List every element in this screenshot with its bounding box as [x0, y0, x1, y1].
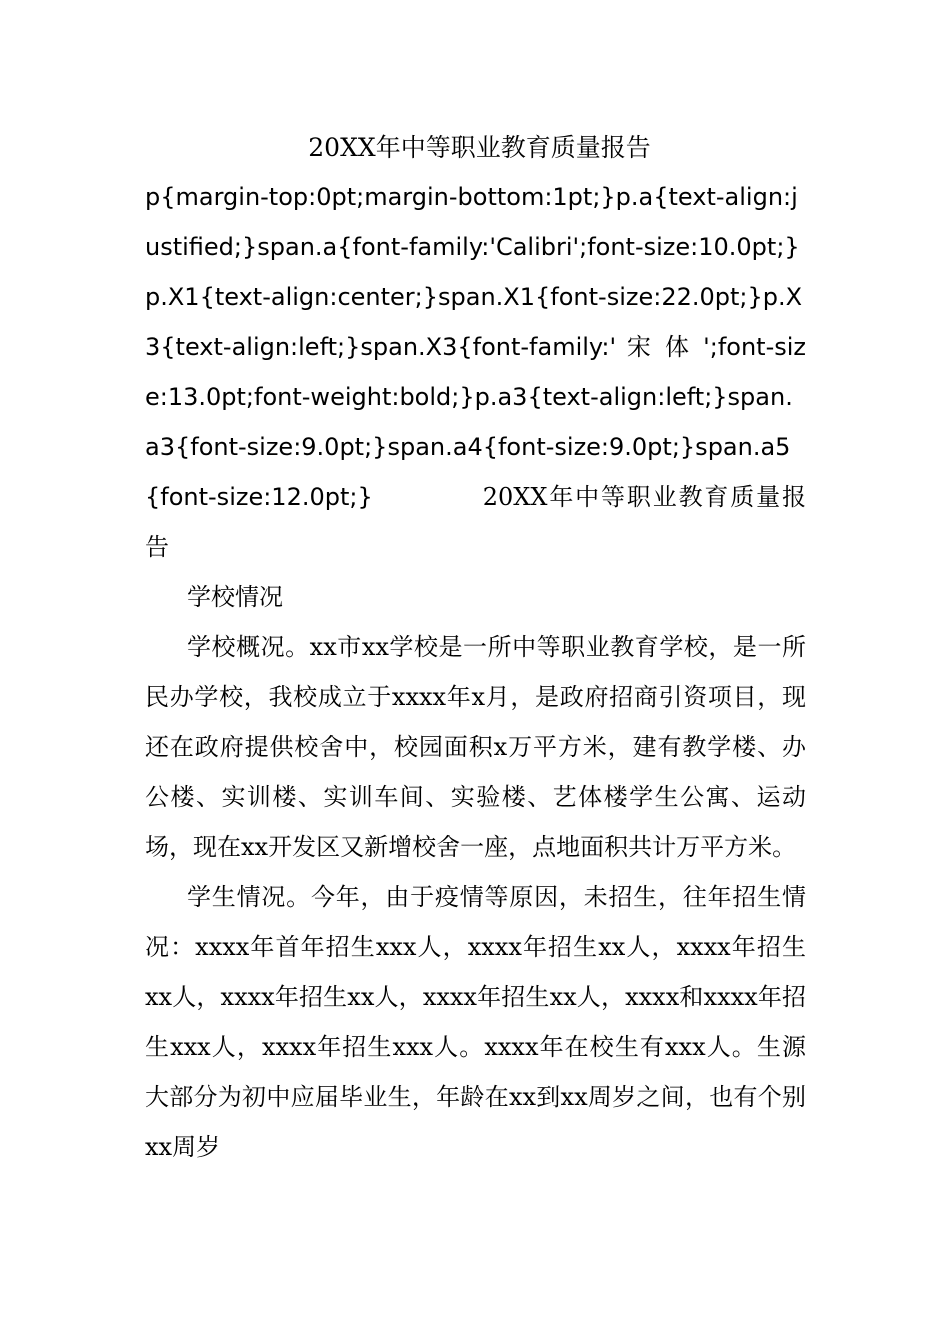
- inline-title: 20XX年中等职业教育质量报告: [145, 483, 806, 561]
- css-text: p{margin-top:0pt;margin-bottom:1pt;}p.a{text-align:justified;}span.a{font-family:'Calibri';font-size:10.0pt;}p.X1{text-align:center;}span.X1{font-size:22.0pt;}p.X3{text-align:left;}span.X3{font-family:' 宋 体 ';font-size:13.0pt;font-weight:bold;}p.a3{text-align:left;}span.a3{font-size:9.0pt;}span.a4{font-size:9.0pt;}span.a5{font-size:12.0pt;}: [145, 183, 806, 511]
- document-title: 20XX年中等职业教育质量报告: [308, 133, 651, 162]
- paragraph-school-overview: 学校概况。xx市xx学校是一所中等职业教育学校，是一所民办学校，我校成立于xxxx年x月，是政府招商引资项目，现还在政府提供校舍中，校园面积x万平方米，建有教学楼、办公楼、实训楼、实训车间、实验楼、艺体楼学生公寓、运动场，现在xx开发区又新增校舍一座，点地面积共计万平方米。: [145, 633, 806, 861]
- document-page: [145, 128, 806, 1172]
- css-text-block: [145, 172, 806, 572]
- paragraph-student-situation: 学生情况。今年，由于疫情等原因，未招生，往年招生情况：xxxx年首年招生xxx人，xxxx年招生xx人，xxxx年招生xx人，xxxx年招生xx人，xxxx年招生xx人，xxxx和xxxx年招生xxx人，xxxx年招生xxx人。xxxx年在校生有xxx人。生源大部分为初中应届毕业生，年龄在xx到xx周岁之间，也有个别xx周岁: [145, 883, 806, 1161]
- section-heading: 学校情况: [187, 583, 283, 611]
